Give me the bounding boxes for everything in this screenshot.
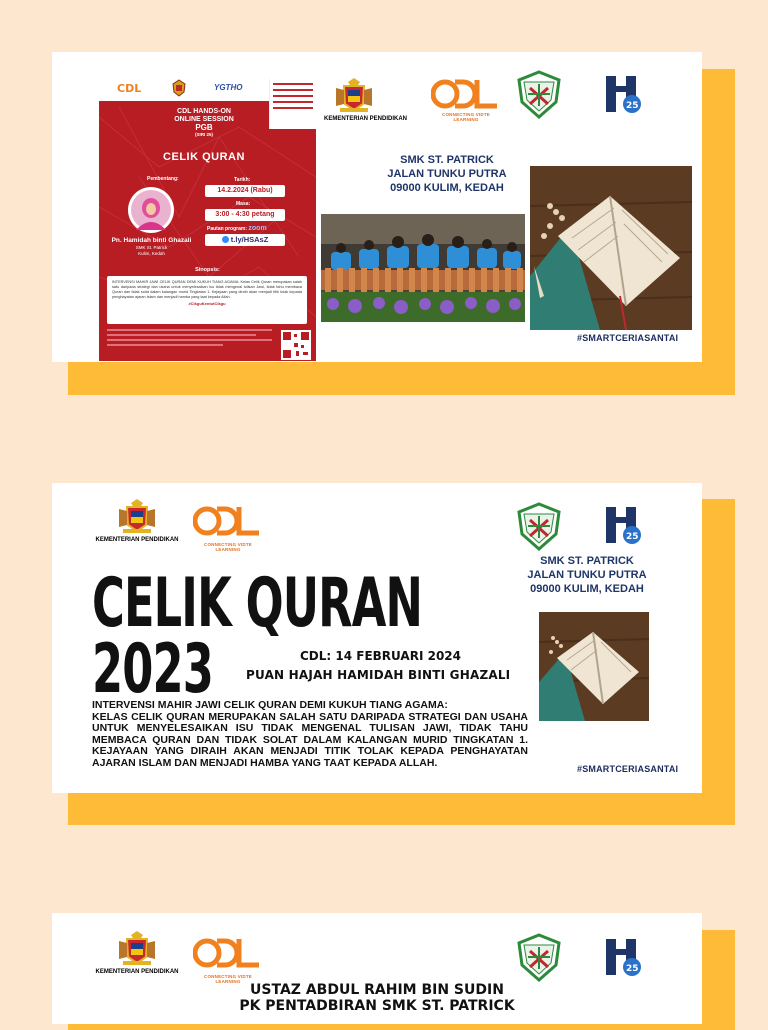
poster-sinopsis-label: Sinopsis: xyxy=(195,267,220,273)
cdl-logo-icon xyxy=(193,505,263,537)
card-2-description-heading: INTERVENSI MAHIR JAWI CELIK QURAN DEMI KUKUH TIANG AGAMA: xyxy=(92,699,448,711)
school-street: JALAN TUNKU PUTRA xyxy=(527,569,647,581)
school-city: 09000 KULIM, KEDAH xyxy=(390,182,504,194)
poster-title: CELIK QURAN xyxy=(163,151,245,163)
card-2 xyxy=(52,483,702,793)
cdl-logo-icon xyxy=(431,78,501,110)
school-badge-icon xyxy=(516,502,562,552)
anniversary-25-logo-icon xyxy=(602,935,646,979)
svg-text:25: 25 xyxy=(626,532,639,542)
kpm-crest-icon xyxy=(330,76,378,116)
kpm-crest-icon xyxy=(113,929,161,969)
svg-text:CDL: CDL xyxy=(117,82,142,95)
cdl-logo-2 xyxy=(193,505,263,552)
poster-speaker-location: Kulim, Kedah xyxy=(138,251,165,256)
event-poster xyxy=(99,77,316,361)
svg-text:25: 25 xyxy=(626,964,639,974)
school-name: SMK ST. PATRICK xyxy=(540,555,634,567)
poster-time-pill: 3:00 - 4:30 petang xyxy=(205,209,285,221)
qr-code-icon xyxy=(281,330,311,360)
kpm-crest-icon xyxy=(171,79,187,97)
poster-date-pill: 14.2.2024 (Rabu) xyxy=(205,185,285,197)
anniversary-25-logo-icon xyxy=(602,72,646,116)
hashtag-card-1: #SMARTCERIASANTAI xyxy=(577,333,679,343)
kpm-label: KEMENTERIAN PENDIDIKAN xyxy=(324,116,408,122)
cdl-logo xyxy=(431,78,501,122)
svg-text:25: 25 xyxy=(626,101,639,111)
kpm-label-3: KEMENTERIAN PENDIDIKAN xyxy=(95,969,179,975)
quran-photo xyxy=(539,612,649,721)
card-2-title-line2: 2023 xyxy=(92,631,214,709)
school-badge-icon xyxy=(516,933,562,983)
card-2-title-line1: CELIK QURAN xyxy=(92,565,423,643)
poster-link-label xyxy=(207,225,267,232)
poster-link-value: t.ly/HSAsZ xyxy=(230,235,269,244)
poster-speaker-school: SMK St. Patrick xyxy=(135,245,168,250)
student-group-photo xyxy=(321,214,525,322)
cdl-tagline-2: CONNECTING VIDTE LEARNING xyxy=(204,542,252,552)
poster-date-label: Tarikh: xyxy=(234,177,251,183)
school-street: JALAN TUNKU PUTRA xyxy=(387,168,507,180)
poster-speaker-name: Pn. Hamidah binti Ghazali xyxy=(111,237,192,244)
link-icon xyxy=(222,236,229,243)
ygtho-logo: YGTHO xyxy=(214,83,243,92)
card-2-speaker: PUAN HAJAH HAMIDAH BINTI GHAZALI xyxy=(246,668,511,682)
school-city: 09000 KULIM, KEDAH xyxy=(530,583,644,595)
card-2-description-body: KELAS CELIK QURAN MERUPAKAN SALAH SATU DARIPADA STRATEGI DAN USAHA UNTUK MENYELESAIKAN ISU TIDAK MENGENAL TULISAN JAWI, TIDAK TAHU MEMBACA QURAN DAN TIDAK SOLAT DALAM KALANGAN MURID TINGKATAN 1. KEJAYAAN YANG DIRAIH AKAN MENJADI TITIK TOLAK KEPADA PENGHAYATAN AJARAN ISLAM DAN MENJADI HAMBA YANG TAAT KEPADA ALLAH. xyxy=(92,710,528,769)
poster-time-label: Masa: xyxy=(236,201,251,207)
card-2-description xyxy=(92,700,528,769)
poster-speaker-label: Pembentang: xyxy=(147,176,179,182)
kpm-logo-3 xyxy=(92,929,182,975)
kpm-label-2: KEMENTERIAN PENDIDIKAN xyxy=(95,537,179,543)
anniversary-25-logo-icon xyxy=(602,503,646,547)
cdl-tagline-3: CONNECTING VIDTE LEARNING xyxy=(204,974,252,984)
poster-fineprint xyxy=(107,329,272,346)
card-2-cdl-date: CDL: 14 FEBRUARI 2024 xyxy=(300,649,461,663)
poster-sinopsis-box xyxy=(107,276,307,324)
cdl-logo-3 xyxy=(193,937,263,984)
poster-program: CDL HANDS-ON xyxy=(177,108,231,115)
poster-pgb: PGB xyxy=(195,123,213,132)
poster-link-pill xyxy=(205,234,285,246)
school-address-2 xyxy=(497,554,677,596)
poster-series: (SIRI 25) xyxy=(194,132,213,137)
cdl-tagline: CONNECTING VIDTE LEARNING xyxy=(442,112,490,122)
cdl-logo-icon xyxy=(193,937,263,969)
card-3-position: PK PENTADBIRAN SMK ST. PATRICK xyxy=(239,998,515,1014)
hashtag-card-2: #SMARTCERIASANTAI xyxy=(577,764,679,774)
poster-sinopsis-text: INTERVENSI MAHIR JAWI CELIK QURAN DEMI KUKUH TIANG AGAMA: Kelas Celik Quran merupakan salah satu daripada strategi dan usaha untuk menyelesaikan isu tidak mengenal tulisan Jawi, tidak tahu membaca Quran dan tidak solat dalam kalangan murid Tingkatan 1. Kejayaan yang diraih akan menjadi titik tolak kepada penghayatan ajaran Islam dan menjadi hamba yang taat kepada Allah. xyxy=(112,280,302,299)
school-address xyxy=(357,153,537,195)
school-name: SMK ST. PATRICK xyxy=(400,154,494,166)
poster-link-label-text: Pautan program: xyxy=(207,226,248,232)
cdl-logo-icon xyxy=(117,81,145,95)
card-1 xyxy=(52,52,702,362)
card-3 xyxy=(52,913,702,1024)
poster-session: ONLINE SESSION xyxy=(174,116,234,123)
poster-hashtag: #CikguKentutCikgu xyxy=(188,301,226,306)
kpm-logo-2 xyxy=(92,497,182,543)
school-badge-icon xyxy=(516,70,562,120)
card-3-name: USTAZ ABDUL RAHIM BIN SUDIN xyxy=(250,982,504,998)
kpm-crest-icon xyxy=(113,497,161,537)
kpm-logo xyxy=(324,76,408,122)
speaker-avatar-icon xyxy=(126,186,176,234)
quran-photo xyxy=(530,166,692,330)
zoom-icon: zoom xyxy=(248,225,267,232)
